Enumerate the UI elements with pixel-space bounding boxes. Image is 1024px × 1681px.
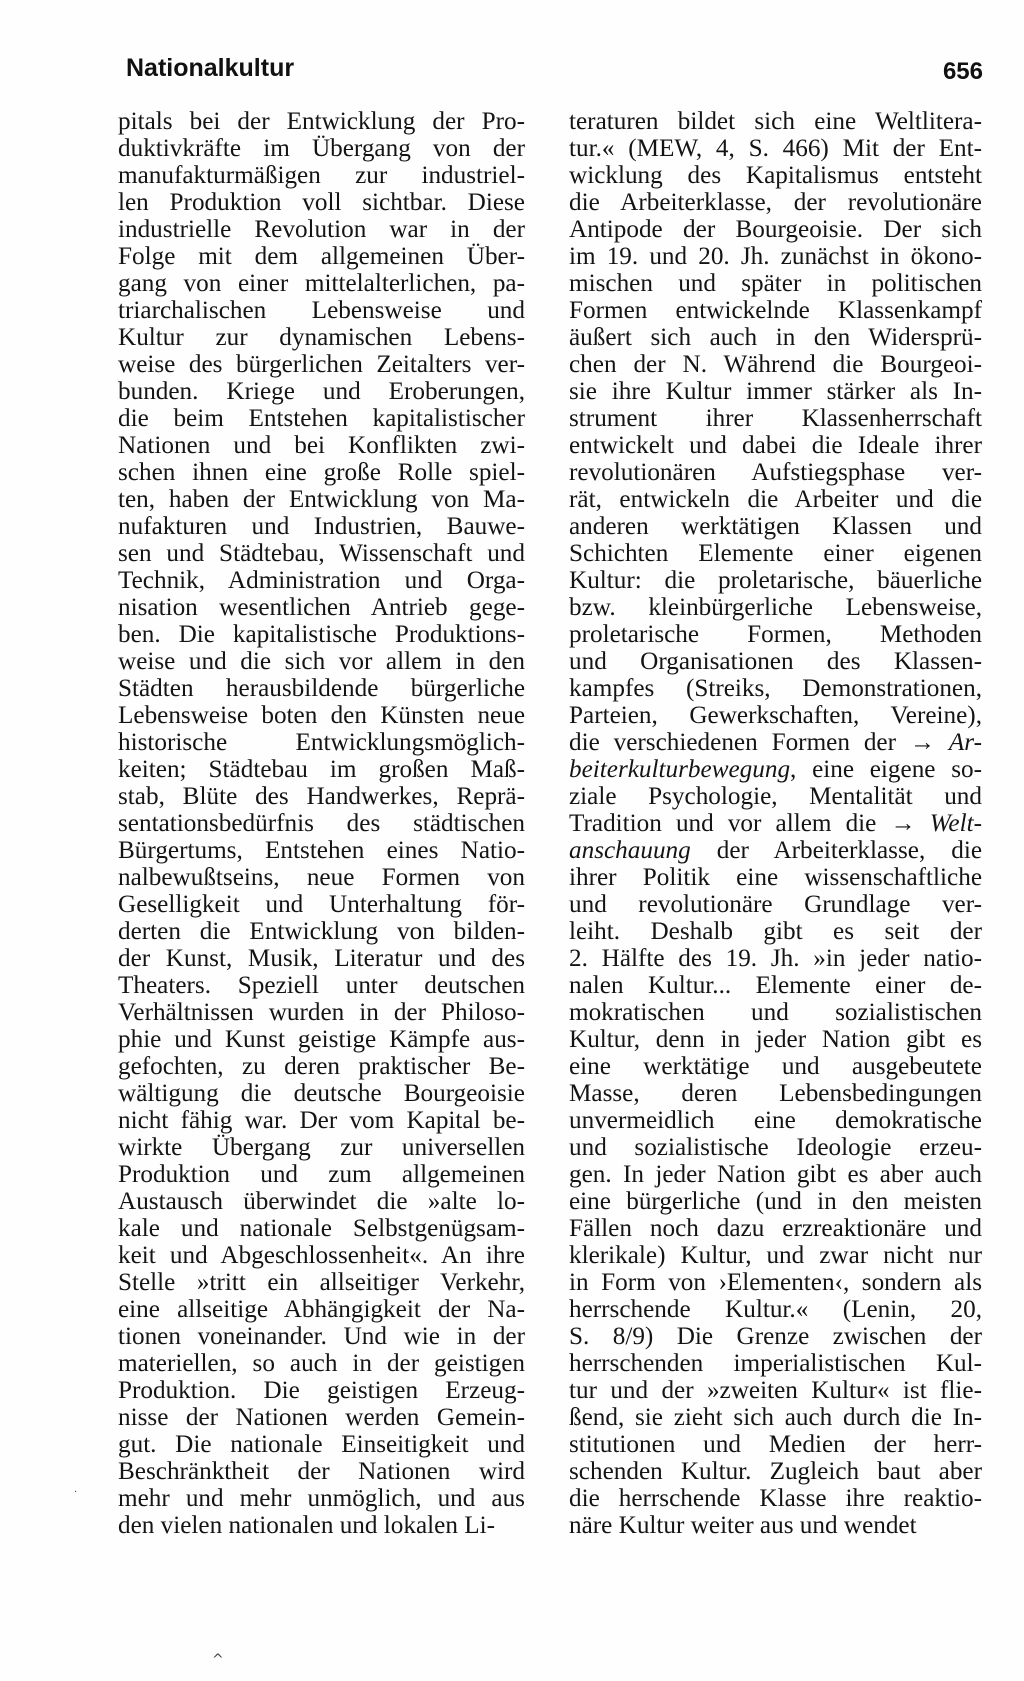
left-column-line: nisse der Nationen werden Gemein- bbox=[118, 1404, 525, 1431]
left-column-line: weise und die sich vor allem in den bbox=[118, 648, 525, 675]
left-column-line: Verhältnissen wurden in der Philoso- bbox=[118, 999, 525, 1026]
left-column-line: nicht fähig war. Der vom Kapital be- bbox=[118, 1107, 525, 1134]
left-column-line: mehr und mehr unmöglich, und aus bbox=[118, 1485, 525, 1512]
left-column-line: den vielen nationalen und lokalen Li- bbox=[118, 1512, 495, 1539]
left-column-line: pitals bei der Entwicklung der Pro- bbox=[118, 108, 525, 135]
left-column-line: wirkte Übergang zur universellen bbox=[118, 1134, 525, 1161]
left-column-line: die beim Entstehen kapitalistischer bbox=[118, 405, 525, 432]
right-column-line: anderen werktätigen Klassen und bbox=[569, 513, 982, 540]
right-column-line: herrschende Kultur.« (Lenin, 20, bbox=[569, 1296, 982, 1323]
left-column-line: materiellen, so auch in der geistigen bbox=[118, 1350, 525, 1377]
left-column-line: Kultur zur dynamischen Lebens- bbox=[118, 324, 525, 351]
left-column-line: len Produktion voll sichtbar. Diese bbox=[118, 189, 525, 216]
left-column-line: Nationen und bei Konflikten zwi- bbox=[118, 432, 525, 459]
page-number: 656 bbox=[942, 58, 983, 85]
right-column-line: Tradition und vor allem die → Welt- bbox=[569, 810, 982, 837]
left-column-line: Bürgertums, Entstehen eines Natio- bbox=[118, 837, 525, 864]
right-column-line: S. 8/9) Die Grenze zwischen der bbox=[569, 1323, 982, 1350]
right-column-line: revolutionären Aufstiegsphase ver- bbox=[569, 459, 982, 486]
right-column-line: Antipode der Bourgeoisie. Der sich bbox=[569, 216, 982, 243]
right-column-line: näre Kultur weiter aus und wendet bbox=[569, 1512, 917, 1539]
left-column-line: ten, haben der Entwicklung von Ma- bbox=[118, 486, 525, 513]
right-column-line: Schichten Elemente einer eigenen bbox=[569, 540, 982, 567]
left-column-line: manufakturmäßigen zur industriel- bbox=[118, 162, 525, 189]
right-column-line: die verschiedenen Formen der → Ar- bbox=[569, 729, 982, 756]
right-column-line: leiht. Deshalb gibt es seit der bbox=[569, 918, 982, 945]
right-column-line: schenden Kultur. Zugleich baut aber bbox=[569, 1458, 982, 1485]
left-column-line: bunden. Kriege und Eroberungen, bbox=[118, 378, 525, 405]
left-column-line: keiten; Städtebau im großen Maß- bbox=[118, 756, 525, 783]
left-column-line: Geselligkeit und Unterhaltung för- bbox=[118, 891, 525, 918]
scan-speck: · bbox=[74, 1487, 78, 1498]
right-column-line: kampfes (Streiks, Demonstrationen, bbox=[569, 675, 982, 702]
left-column-line: sen und Städtebau, Wissenschaft und bbox=[118, 540, 525, 567]
left-column-line: ben. Die kapitalistische Produktions- bbox=[118, 621, 525, 648]
right-column-line: und Organisationen des Klassen- bbox=[569, 648, 982, 675]
right-column-line: tur.« (MEW, 4, S. 466) Mit der Ent- bbox=[569, 135, 982, 162]
right-column-line: entwickelt und dabei die Ideale ihrer bbox=[569, 432, 982, 459]
left-column-line: stab, Blüte des Handwerkes, Reprä- bbox=[118, 783, 525, 810]
left-column-line: weise des bürgerlichen Zeitalters ver- bbox=[118, 351, 525, 378]
left-column-line: kale und nationale Selbstgenügsam- bbox=[118, 1215, 525, 1242]
left-column-line: nufakturen und Industrien, Bauwe- bbox=[118, 513, 525, 540]
left-column-line: schen ihnen eine große Rolle spiel- bbox=[118, 459, 525, 486]
left-column-line: gefochten, zu deren praktischer Be- bbox=[118, 1053, 525, 1080]
left-column-line: Beschränktheit der Nationen wird bbox=[118, 1458, 525, 1485]
left-column-line: wältigung die deutsche Bourgeoisie bbox=[118, 1080, 525, 1107]
right-column-line: 2. Hälfte des 19. Jh. »in jeder natio- bbox=[569, 945, 982, 972]
left-column-line: gang von einer mittelalterlichen, pa- bbox=[118, 270, 525, 297]
right-column-line: eine werktätige und ausgebeutete bbox=[569, 1053, 982, 1080]
right-column-line: Kultur: die proletarische, bäuerliche bbox=[569, 567, 982, 594]
right-column-line: herrschenden imperialistischen Kul- bbox=[569, 1350, 982, 1377]
right-column-line: Parteien, Gewerkschaften, Vereine), bbox=[569, 702, 982, 729]
right-column-line: in Form von ›Elementen‹, sondern als bbox=[569, 1269, 982, 1296]
right-column-line: und sozialistische Ideologie erzeu- bbox=[569, 1134, 982, 1161]
right-column-line: Formen entwickelnde Klassenkampf bbox=[569, 297, 982, 324]
right-column-line: im 19. und 20. Jh. zunächst in ökono- bbox=[569, 243, 982, 270]
left-column-line: triarchalischen Lebensweise und bbox=[118, 297, 525, 324]
left-column-line: duktivkräfte im Übergang von der bbox=[118, 135, 525, 162]
right-column-line: und revolutionäre Grundlage ver- bbox=[569, 891, 982, 918]
right-column-line: die herrschende Klasse ihre reaktio- bbox=[569, 1485, 982, 1512]
left-column-line: Lebensweise boten den Künsten neue bbox=[118, 702, 525, 729]
right-column-line: ziale Psychologie, Mentalität und bbox=[569, 783, 982, 810]
left-column-line: derten die Entwicklung von bilden- bbox=[118, 918, 525, 945]
left-column-line: Produktion und zum allgemeinen bbox=[118, 1161, 525, 1188]
left-column-line: historische Entwicklungsmöglich- bbox=[118, 729, 525, 756]
left-text-column bbox=[118, 108, 525, 1539]
right-column-line: rät, entwickeln die Arbeiter und die bbox=[569, 486, 982, 513]
right-column-line: eine bürgerliche (und in den meisten bbox=[569, 1188, 982, 1215]
right-column-line: klerikale) Kultur, und zwar nicht nur bbox=[569, 1242, 982, 1269]
right-column-line: strument ihrer Klassenherrschaft bbox=[569, 405, 982, 432]
left-column-line: tionen voneinander. Und wie in der bbox=[118, 1323, 525, 1350]
right-column-line: äußert sich auch in den Widersprü- bbox=[569, 324, 982, 351]
right-column-line: sie ihre Kultur immer stärker als In- bbox=[569, 378, 982, 405]
right-column-line: mischen und später in politischen bbox=[569, 270, 982, 297]
right-column-line: stitutionen und Medien der herr- bbox=[569, 1431, 982, 1458]
left-column-line: nisation wesentlichen Antrieb gege- bbox=[118, 594, 525, 621]
right-column-line: bzw. kleinbürgerliche Lebensweise, bbox=[569, 594, 982, 621]
left-column-line: nalbewußtseins, neue Formen von bbox=[118, 864, 525, 891]
right-column-line: proletarische Formen, Methoden bbox=[569, 621, 982, 648]
right-column-line: Fällen noch dazu erzreaktionäre und bbox=[569, 1215, 982, 1242]
right-column-line: wicklung des Kapitalismus entsteht bbox=[569, 162, 982, 189]
left-column-line: Städten herausbildende bürgerliche bbox=[118, 675, 525, 702]
left-column-line: sentationsbedürfnis des städtischen bbox=[118, 810, 525, 837]
right-column-line: teraturen bildet sich eine Weltlitera- bbox=[569, 108, 982, 135]
right-column-line: anschauung der Arbeiterklasse, die bbox=[569, 837, 982, 864]
right-column-line: tur und der »zweiten Kultur« ist flie- bbox=[569, 1377, 982, 1404]
left-column-line: eine allseitige Abhängigkeit der Na- bbox=[118, 1296, 525, 1323]
left-column-line: der Kunst, Musik, Literatur und des bbox=[118, 945, 525, 972]
left-column-line: Produktion. Die geistigen Erzeug- bbox=[118, 1377, 525, 1404]
scan-mark: ^ bbox=[212, 1652, 224, 1668]
right-column-line: gen. In jeder Nation gibt es aber auch bbox=[569, 1161, 982, 1188]
left-column-line: Folge mit dem allgemeinen Über- bbox=[118, 243, 525, 270]
right-column-line: ihrer Politik eine wissenschaftliche bbox=[569, 864, 982, 891]
left-column-line: Theaters. Speziell unter deutschen bbox=[118, 972, 525, 999]
left-column-line: Stelle »tritt ein allseitiger Verkehr, bbox=[118, 1269, 525, 1296]
left-column-line: phie und Kunst geistige Kämpfe aus- bbox=[118, 1026, 525, 1053]
right-column-line: mokratischen und sozialistischen bbox=[569, 999, 982, 1026]
left-column-line: keit und Abgeschlossenheit«. An ihre bbox=[118, 1242, 525, 1269]
right-text-column bbox=[569, 108, 982, 1539]
left-column-line: Austausch überwindet die »alte lo- bbox=[118, 1188, 525, 1215]
right-column-line: ßend, sie zieht sich auch durch die In- bbox=[569, 1404, 982, 1431]
left-column-line: industrielle Revolution war in der bbox=[118, 216, 525, 243]
right-column-line: die Arbeiterklasse, der revolutionäre bbox=[569, 189, 982, 216]
right-column-line: Kultur, denn in jeder Nation gibt es bbox=[569, 1026, 982, 1053]
right-column-line: unvermeidlich eine demokratische bbox=[569, 1107, 982, 1134]
left-column-line: gut. Die nationale Einseitigkeit und bbox=[118, 1431, 525, 1458]
right-column-line: chen der N. Während die Bourgeoi- bbox=[569, 351, 982, 378]
running-header-title: Nationalkultur bbox=[126, 54, 295, 82]
right-column-line: Masse, deren Lebensbedingungen bbox=[569, 1080, 982, 1107]
right-column-line: beiterkulturbewegung, eine eigene so- bbox=[569, 756, 982, 783]
right-column-line: nalen Kultur... Elemente einer de- bbox=[569, 972, 982, 999]
left-column-line: Technik, Administration und Orga- bbox=[118, 567, 525, 594]
